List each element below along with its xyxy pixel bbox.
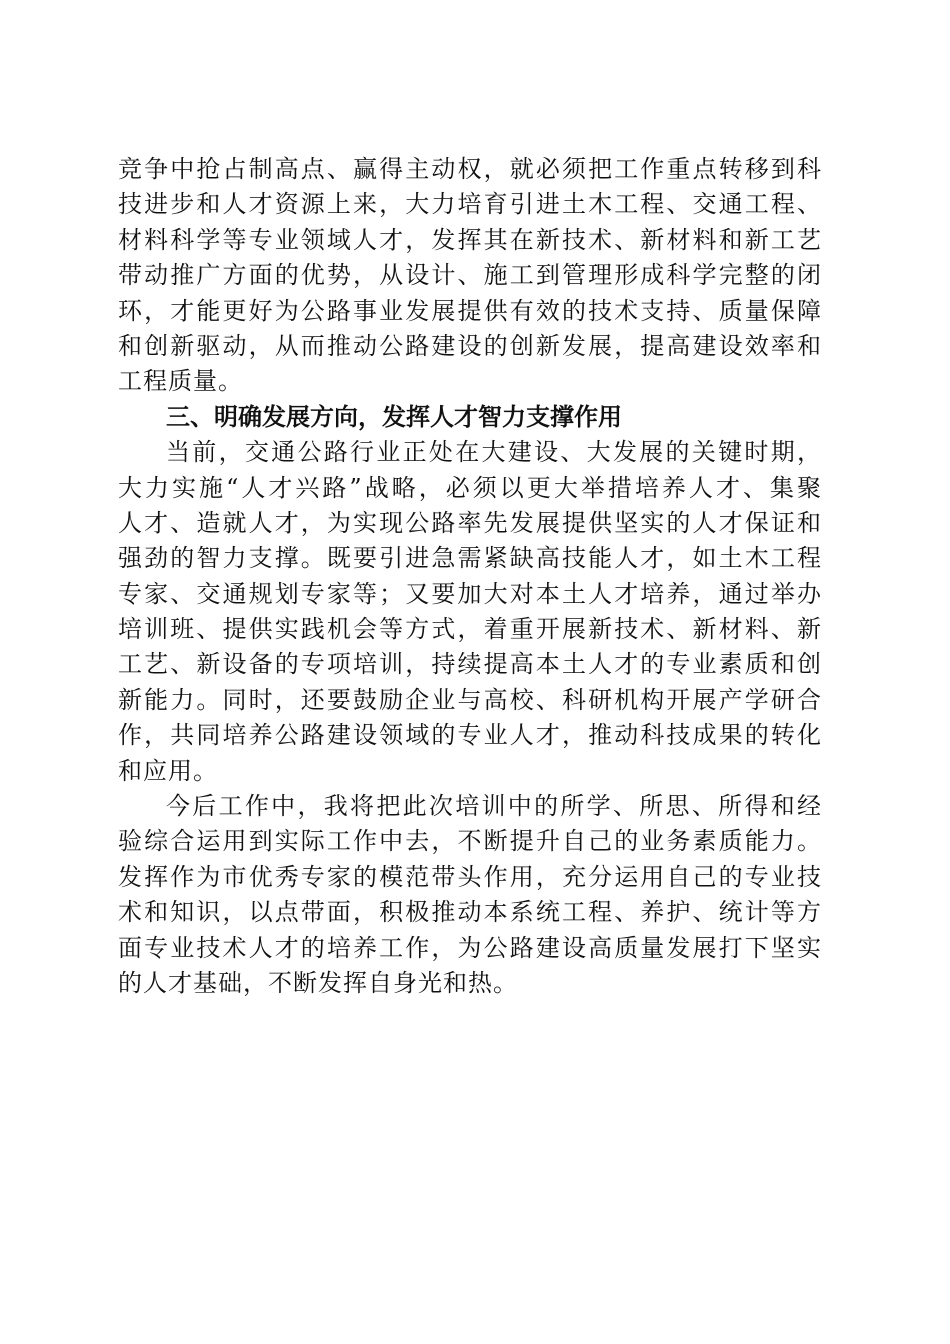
paragraph-line: 材料科学等专业领域人才，发挥其在新技术、新材料和新工艺 <box>118 225 822 254</box>
paragraph-line: 工程质量。 <box>118 367 243 396</box>
paragraph-line: 和应用。 <box>118 756 218 785</box>
paragraph-talent-strategy <box>118 435 822 789</box>
paragraph-line: 强劲的智力支撑。既要引进急需紧缺高技能人才，如土木工程 <box>118 544 822 573</box>
paragraph-future-work <box>118 789 822 1001</box>
paragraph-line: 今后工作中，我将把此次培训中的所学、所思、所得和经 <box>166 792 822 821</box>
paragraph-line: 专家、交通规划专家等；又要加大对本土人才培养，通过举办 <box>118 579 822 608</box>
paragraph-continuation <box>118 152 822 400</box>
paragraph-line: 作，共同培养公路建设领域的专业人才，推动科技成果的转化 <box>118 721 822 750</box>
paragraph-line: 验综合运用到实际工作中去，不断提升自己的业务素质能力。 <box>118 827 822 856</box>
paragraph-line: 培训班、提供实践机会等方式，着重开展新技术、新材料、新 <box>118 615 822 644</box>
section-heading: 三、明确发展方向，发挥人才智力支撑作用 <box>166 402 622 431</box>
paragraph-line: 的人才基础，不断发挥自身光和热。 <box>118 968 518 997</box>
paragraph-line: 技进步和人才资源上来，大力培育引进土木工程、交通工程、 <box>118 190 822 219</box>
paragraph-line: 环，才能更好为公路事业发展提供有效的技术支持、质量保障 <box>118 296 822 325</box>
paragraph-line: 新能力。同时，还要鼓励企业与高校、科研机构开展产学研合 <box>118 685 822 714</box>
paragraph-line: 工艺、新设备的专项培训，持续提高本土人才的专业素质和创 <box>118 650 822 679</box>
document-page <box>118 152 822 1001</box>
paragraph-line: 术和知识，以点带面，积极推动本系统工程、养护、统计等方 <box>118 898 822 927</box>
paragraph-line: 人才、造就人才，为实现公路率先发展提供坚实的人才保证和 <box>118 508 822 537</box>
paragraph-line: 面专业技术人才的培养工作，为公路建设高质量发展打下坚实 <box>118 933 822 962</box>
paragraph-line: 带动推广方面的优势，从设计、施工到管理形成科学完整的闭 <box>118 261 822 290</box>
paragraph-line: 当前，交通公路行业正处在大建设、大发展的关键时期， <box>166 438 822 467</box>
paragraph-line: 竞争中抢占制高点、赢得主动权，就必须把工作重点转移到科 <box>118 155 822 183</box>
paragraph-line: 和创新驱动，从而推动公路建设的创新发展，提高建设效率和 <box>118 331 822 360</box>
paragraph-line: 大力实施“人才兴路”战略，必须以更大举措培养人才、集聚 <box>118 473 822 502</box>
paragraph-line: 发挥作为市优秀专家的模范带头作用，充分运用自己的专业技 <box>118 862 822 891</box>
